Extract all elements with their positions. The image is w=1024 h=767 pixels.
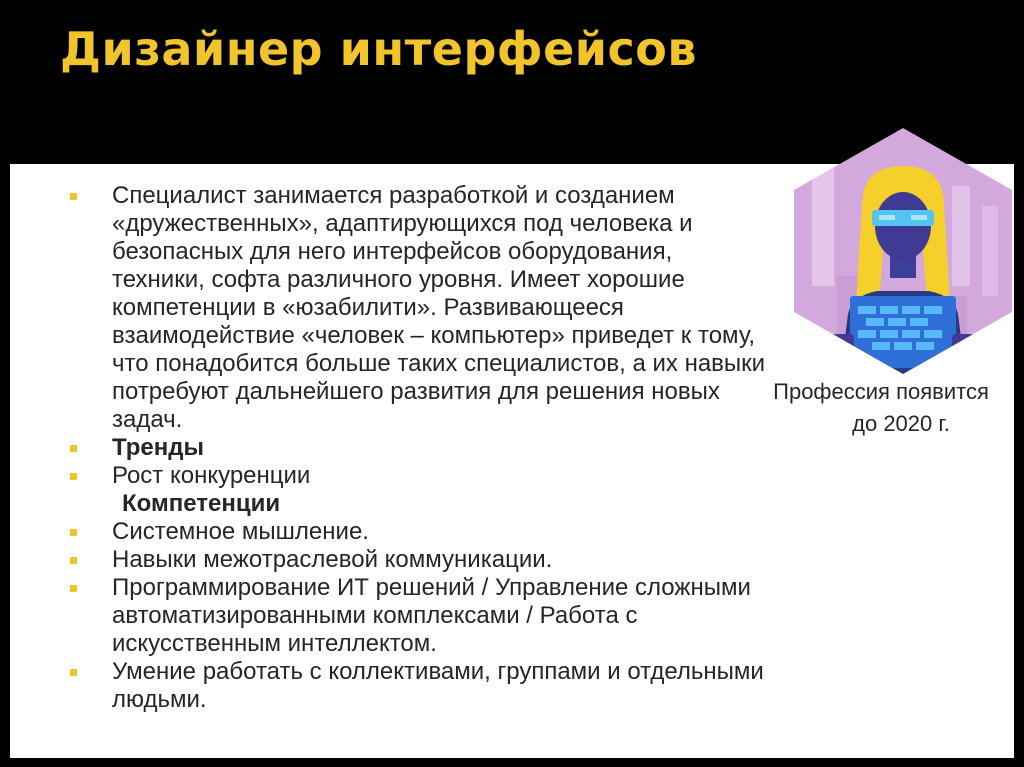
bullet-text: Специалист занимается разработкой и созданием «дружественных», адаптирующихся под человека и безопасных для него интерфейсов оборудования, техники, софта различного уровня. Имеет хорошие компетенции в «юзабилити». Развивающееся взаимодействие «человек – компьютер» приведет к тому, что понадобится больше таких специалистов, а их навыки потребуют дальнейшего развития для решения новых задач.: [112, 182, 766, 433]
bullet-text: Программирование ИТ решений / Управление сложными автоматизированными комплексами / Работа с искусственным интеллектом.: [112, 574, 751, 657]
bullet-item: [70, 574, 770, 658]
bullet-marker: [70, 193, 77, 200]
bullet-text: Системное мышление.: [112, 518, 369, 545]
bullet-text: Навыки межотраслевой коммуникации.: [112, 546, 553, 573]
slide-title: Дизайнер интерфейсов: [60, 22, 697, 76]
bullet-marker: [70, 529, 77, 536]
section-heading-text: Компетенции: [122, 490, 281, 517]
bullet-text: Рост конкуренции: [112, 462, 311, 489]
caption-line-2: до 2020 г.: [852, 411, 950, 436]
bullet-marker: [70, 445, 77, 452]
section-heading: [70, 490, 770, 518]
bullet-marker: [70, 585, 77, 592]
caption-line-1: Профессия появится: [773, 379, 989, 404]
bullet-marker: [70, 557, 77, 564]
bullet-item: [70, 462, 770, 490]
bullet-list: [70, 182, 770, 714]
bullet-text: Тренды: [112, 434, 204, 461]
bullet-item: [70, 434, 770, 462]
bullet-item: [70, 518, 770, 546]
bullet-item: [70, 658, 770, 714]
bullet-item: [70, 182, 770, 434]
bullet-text: Умение работать с коллективами, группами и отдельными людьми.: [112, 658, 764, 713]
bullet-item: [70, 546, 770, 574]
avatar-caption: [756, 376, 1006, 440]
bullet-marker: [70, 669, 77, 676]
bullet-marker: [70, 473, 77, 480]
content-area: [10, 164, 1014, 758]
ui-designer-avatar-illustration: [792, 126, 1014, 376]
